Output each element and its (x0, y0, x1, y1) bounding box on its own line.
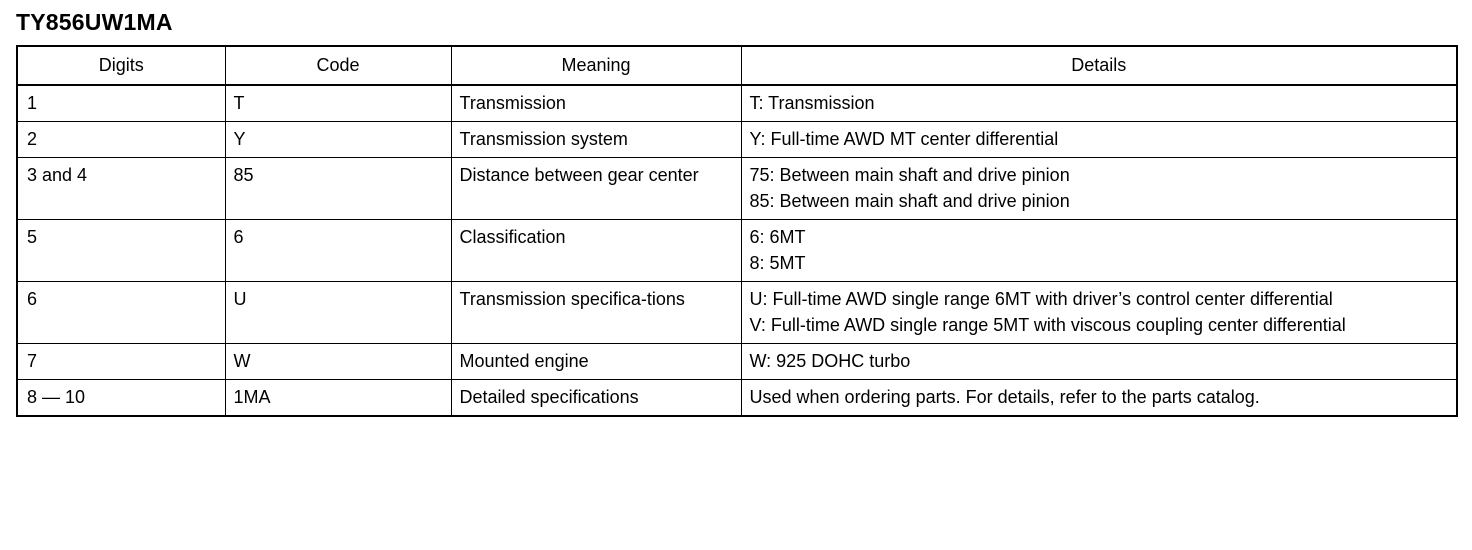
document-page (0, 8, 1472, 550)
cell-details (741, 344, 1457, 380)
cell-code: 1MA (225, 380, 451, 417)
cell-digits: 3 and 4 (17, 158, 225, 220)
column-header-meaning: Meaning (451, 46, 741, 85)
cell-code: 85 (225, 158, 451, 220)
cell-code: T (225, 85, 451, 122)
table-row (17, 122, 1457, 158)
column-header-digits: Digits (17, 46, 225, 85)
cell-meaning: Transmission system (451, 122, 741, 158)
table-row (17, 220, 1457, 282)
details-line: V: Full-time AWD single range 5MT with viscous coupling center differential (749, 315, 1346, 335)
column-header-details: Details (741, 46, 1457, 85)
details-line: T: Transmission (749, 93, 875, 113)
cell-meaning: Classification (451, 220, 741, 282)
cell-details (741, 282, 1457, 344)
table-row (17, 282, 1457, 344)
page-title: TY856UW1MA (16, 9, 173, 35)
details-line: U: Full-time AWD single range 6MT with driver’s control center differential (749, 289, 1333, 309)
details-line: Used when ordering parts. For details, refer to the parts catalog. (749, 387, 1260, 407)
cell-code: Y (225, 122, 451, 158)
details-line: 8: 5MT (749, 253, 806, 273)
cell-code: U (225, 282, 451, 344)
cell-digits: 5 (17, 220, 225, 282)
cell-details (741, 158, 1457, 220)
cell-details (741, 122, 1457, 158)
cell-digits: 2 (17, 122, 225, 158)
cell-details (741, 85, 1457, 122)
cell-meaning: Mounted engine (451, 344, 741, 380)
details-line: 6: 6MT (749, 227, 806, 247)
details-line: W: 925 DOHC turbo (749, 351, 911, 371)
transmission-code-table (16, 45, 1458, 417)
cell-meaning: Distance between gear center (451, 158, 741, 220)
cell-digits: 1 (17, 85, 225, 122)
table-header-row (17, 46, 1457, 85)
cell-details (741, 380, 1457, 417)
table-row (17, 85, 1457, 122)
details-line: Y: Full-time AWD MT center differential (749, 129, 1059, 149)
cell-meaning: Transmission (451, 85, 741, 122)
cell-digits: 6 (17, 282, 225, 344)
cell-details (741, 220, 1457, 282)
table-header (17, 46, 1457, 85)
details-line: 85: Between main shaft and drive pinion (749, 191, 1070, 211)
table-row (17, 158, 1457, 220)
cell-digits: 8 — 10 (17, 380, 225, 417)
column-header-code: Code (225, 46, 451, 85)
cell-code: W (225, 344, 451, 380)
table-body (17, 85, 1457, 416)
cell-code: 6 (225, 220, 451, 282)
cell-meaning: Detailed specifications (451, 380, 741, 417)
cell-meaning: Transmission specifica-tions (451, 282, 741, 344)
cell-digits: 7 (17, 344, 225, 380)
table-row (17, 380, 1457, 417)
table-row (17, 344, 1457, 380)
details-line: 75: Between main shaft and drive pinion (749, 165, 1070, 185)
